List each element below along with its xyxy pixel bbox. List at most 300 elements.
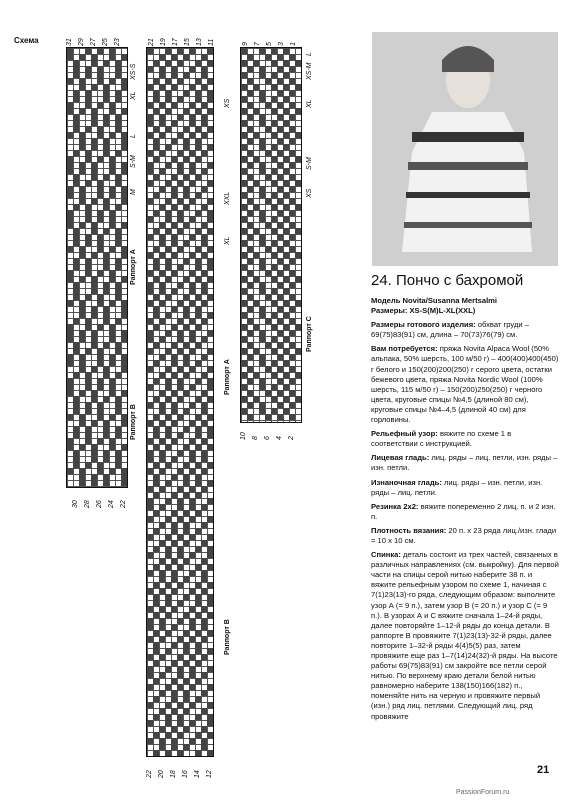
- chart-cell: [295, 276, 301, 282]
- chart-cell: [207, 246, 213, 252]
- chart-cell: [73, 264, 79, 270]
- chart-cell: [189, 66, 195, 72]
- chart-cell: [289, 402, 295, 408]
- chart-cell: [103, 456, 109, 462]
- chart-cell: [195, 360, 201, 366]
- chart-cell: [207, 48, 213, 54]
- paragraph-text: вяжите попеременно 2 лиц. п. и 2 изн. п.: [371, 501, 556, 521]
- chart-cell: [79, 108, 85, 114]
- chart-cell: [295, 348, 301, 354]
- product-photo: [372, 32, 558, 266]
- chart-cell: [195, 378, 201, 384]
- paragraph-text: 20 п. х 23 ряда лиц./изн. глади = 10 х 10 см.: [371, 525, 557, 545]
- chart-cell: [171, 270, 177, 276]
- chart-cell: [183, 408, 189, 414]
- chart-cell: [207, 630, 213, 636]
- chart-cell: [67, 246, 73, 252]
- chart-cell: [207, 582, 213, 588]
- chart-cell: [147, 384, 153, 390]
- chart-cell: [171, 474, 177, 480]
- size-marker: L: [306, 52, 313, 56]
- chart-cell: [147, 702, 153, 708]
- rapport-label: Раппорт В: [130, 404, 137, 440]
- chart-cell: [289, 114, 295, 120]
- chart-cell: [171, 252, 177, 258]
- chart-cell: [79, 54, 85, 60]
- chart-cell: [159, 150, 165, 156]
- chart-cell: [115, 150, 121, 156]
- chart-cell: [147, 348, 153, 354]
- col-number: 22: [120, 500, 127, 508]
- paragraph-text: лиц. ряды – изн. петли, изн. ряды – лиц. петли.: [371, 477, 543, 497]
- paragraph-label: Изнаночная гладь:: [371, 477, 442, 487]
- chart-cell: [177, 618, 183, 624]
- chart-cell: [171, 624, 177, 630]
- chart-cell: [165, 462, 171, 468]
- page-title: 24. Пончо с бахромой: [371, 272, 524, 289]
- chart-cell: [201, 336, 207, 342]
- col-number: 3: [278, 42, 285, 46]
- chart-cell: [79, 276, 85, 282]
- chart-cell: [121, 336, 127, 342]
- chart-cell: [171, 84, 177, 90]
- chart-cell: [153, 324, 159, 330]
- chart-cell: [201, 690, 207, 696]
- col-number: 30: [72, 500, 79, 508]
- chart-cell: [189, 516, 195, 522]
- chart-cell: [165, 144, 171, 150]
- chart-cell: [121, 480, 127, 486]
- chart-cell: [165, 612, 171, 618]
- chart-cell: [115, 96, 121, 102]
- col-number: 29: [78, 38, 85, 46]
- col-number: 6: [264, 436, 271, 440]
- chart-cell: [183, 258, 189, 264]
- chart-cell: [183, 576, 189, 582]
- chart-cell: [247, 402, 253, 408]
- chart-cell: [115, 204, 121, 210]
- paragraph-text: вяжите по схеме 1 в соответствии с инструкцией.: [371, 429, 512, 449]
- chart-cell: [207, 480, 213, 486]
- chart-cell: [103, 288, 109, 294]
- watermark: PassionForum.ru: [456, 789, 510, 796]
- chart-cell: [171, 438, 177, 444]
- chart-cell: [295, 300, 301, 306]
- chart-cell: [165, 666, 171, 672]
- chart-cell: [201, 486, 207, 492]
- size-marker: M: [130, 189, 137, 195]
- chart-cell: [183, 540, 189, 546]
- page-number: 21: [537, 764, 550, 776]
- chart-cell: [189, 348, 195, 354]
- chart-cell: [289, 186, 295, 192]
- paragraph-label: Размеры готового изделия:: [371, 320, 476, 330]
- chart-cell: [67, 300, 73, 306]
- col-number: 20: [158, 770, 165, 778]
- chart-cell: [207, 162, 213, 168]
- chart-cell: [159, 468, 165, 474]
- col-number: 19: [160, 38, 167, 46]
- chart-cell: [153, 714, 159, 720]
- col-number: 2: [288, 436, 295, 440]
- chart-cell: [189, 402, 195, 408]
- rapport-label: Раппорт В: [224, 619, 231, 655]
- chart-cell: [247, 138, 253, 144]
- chart-cell: [91, 366, 97, 372]
- chart-cell: [147, 234, 153, 240]
- chart-cell: [85, 126, 91, 132]
- chart-cell: [289, 330, 295, 336]
- chart-cell: [103, 396, 109, 402]
- size-marker: XS: [224, 98, 231, 108]
- chart-cell: [97, 48, 103, 54]
- chart-cell: [247, 306, 253, 312]
- chart-cell: [207, 78, 213, 84]
- chart-cell: [295, 108, 301, 114]
- chart-cell: [171, 420, 177, 426]
- chart-cell: [177, 264, 183, 270]
- chart-cell: [153, 378, 159, 384]
- col-number: 25: [102, 38, 109, 46]
- chart-cell: [153, 546, 159, 552]
- chart-cell: [67, 192, 73, 198]
- chart-cell: [171, 120, 177, 126]
- col-number: 15: [184, 38, 191, 46]
- chart-cell: [121, 444, 127, 450]
- chart-cell: [97, 216, 103, 222]
- size-marker: XL: [224, 236, 231, 245]
- chart-cell: [289, 138, 295, 144]
- chart-cell: [177, 450, 183, 456]
- chart-cell: [207, 144, 213, 150]
- chart-cell: [247, 282, 253, 288]
- chart-cell: [247, 258, 253, 264]
- chart-cell: [295, 252, 301, 258]
- chart-cell: [295, 180, 301, 186]
- chart-cell: [183, 726, 189, 732]
- rapport-label: Раппорт С: [306, 316, 313, 352]
- chart-cell: [189, 702, 195, 708]
- col-number: 14: [194, 770, 201, 778]
- chart-cell: [97, 270, 103, 276]
- rapport-label: Раппорт А: [224, 359, 231, 395]
- chart-cell: [97, 156, 103, 162]
- chart-cell: [207, 60, 213, 66]
- chart-cell: [165, 330, 171, 336]
- chart-cell: [207, 384, 213, 390]
- chart-cell: [121, 198, 127, 204]
- chart-cell: [195, 750, 201, 756]
- chart-cell: [207, 312, 213, 318]
- col-number: 22: [146, 770, 153, 778]
- chart-cell: [109, 246, 115, 252]
- chart-cell: [183, 594, 189, 600]
- chart-cell: [183, 222, 189, 228]
- schema-label: Схема: [14, 36, 39, 45]
- chart-cell: [165, 444, 171, 450]
- chart-cell: [165, 126, 171, 132]
- paragraph-label: Плотность вязания:: [371, 525, 447, 535]
- chart-cell: [201, 468, 207, 474]
- chart-cell: [171, 606, 177, 612]
- chart-cell: [247, 162, 253, 168]
- chart-cell: [91, 144, 97, 150]
- chart-cell: [97, 438, 103, 444]
- chart-cell: [109, 132, 115, 138]
- chart-cell: [289, 414, 295, 420]
- chart-cell: [207, 552, 213, 558]
- col-number: 27: [90, 38, 97, 46]
- chart-cell: [85, 294, 91, 300]
- chart-cell: [79, 444, 85, 450]
- chart-cell: [159, 522, 165, 528]
- chart-cell: [295, 372, 301, 378]
- chart-cell: [189, 180, 195, 186]
- chart-cell: [79, 336, 85, 342]
- chart-cell: [147, 552, 153, 558]
- chart-cell: [207, 198, 213, 204]
- chart-cell: [201, 132, 207, 138]
- chart-cell: [147, 66, 153, 72]
- model-line: Модель Novita/Susanna Mertsalmi: [371, 296, 498, 305]
- chart-cell: [147, 684, 153, 690]
- chart-cell: [207, 396, 213, 402]
- col-number: 10: [240, 432, 247, 440]
- col-number: 31: [66, 38, 73, 46]
- chart-cell: [73, 204, 79, 210]
- chart-cell: [147, 198, 153, 204]
- chart-cell: [67, 78, 73, 84]
- chart-cell: [91, 420, 97, 426]
- chart-cell: [165, 312, 171, 318]
- chart-cell: [73, 150, 79, 156]
- col-number: 28: [84, 500, 91, 508]
- chart-cell: [207, 684, 213, 690]
- chart-cell: [165, 162, 171, 168]
- chart-cell: [177, 246, 183, 252]
- chart-cell: [289, 66, 295, 72]
- chart-cell: [159, 486, 165, 492]
- chart-cell: [177, 396, 183, 402]
- chart-cell: [153, 678, 159, 684]
- col-number: 12: [206, 770, 213, 778]
- chart-cell: [183, 204, 189, 210]
- chart-cell: [153, 210, 159, 216]
- chart-cell: [195, 660, 201, 666]
- chart-cell: [201, 150, 207, 156]
- chart-cell: [91, 198, 97, 204]
- chart-cell: [183, 240, 189, 246]
- chart-cell: [189, 684, 195, 690]
- chart-cell: [165, 276, 171, 282]
- chart-cell: [195, 714, 201, 720]
- chart-cell: [195, 528, 201, 534]
- chart-cell: [207, 366, 213, 372]
- chart-cell: [79, 390, 85, 396]
- chart-cell: [207, 516, 213, 522]
- chart-cell: [207, 348, 213, 354]
- chart-cell: [103, 60, 109, 66]
- size-marker: XS-M: [306, 62, 313, 80]
- rapport-label: Раппорт А: [130, 249, 137, 285]
- chart-cell: [295, 228, 301, 234]
- chart-cell: [207, 612, 213, 618]
- paragraph-text: деталь состоит из трех частей, связанных в различных направлениях (см. выкройку). Для первой части на спицы серой нитью наберите 38 п. и вяжите рельефным узором по схеме 1, начиная с 7(1)23(13)-го ряда, следующим образом: выполните узор А (= 9 п.), затем узор В (= 20 п.) и узор С (= 9 п.). В узорах А и С вяжите сначала 1–24-й ряды, далее повторяйте 1–12-й ряды до конца детали. В раппорте В провяжите 7(1)23(13)-32-й ряды, далее повторите 1–32-й ряды 4(4)5(5) раз, затем провяжите еще раз 1–7(14)24(32)-й ряды. На высоте работы 69(75)83(91) см закройте все петли серой нитью. По верхнему краю детали белой нитью равномерно наберите 138(150)166(182) п., поменяйте нить на черную и провяжите первый (изн.) ряд лиц. петлями. Следующий лиц. ряд провяжите: [371, 550, 559, 721]
- chart-cell: [207, 648, 213, 654]
- chart-cell: [277, 414, 283, 420]
- chart-strip-middle: [146, 47, 214, 757]
- chart-cell: [67, 468, 73, 474]
- chart-cell: [183, 372, 189, 378]
- chart-cell: [171, 456, 177, 462]
- chart-cell: [247, 330, 253, 336]
- chart-cell: [289, 282, 295, 288]
- chart-cell: [295, 60, 301, 66]
- chart-cell: [295, 204, 301, 210]
- chart-cell: [195, 174, 201, 180]
- chart-cell: [207, 462, 213, 468]
- chart-cell: [247, 378, 253, 384]
- chart-cell: [207, 564, 213, 570]
- col-number: 13: [196, 38, 203, 46]
- chart-strip-left: [66, 47, 128, 488]
- col-number: 1: [290, 42, 297, 46]
- chart-cell: [85, 462, 91, 468]
- chart-cell: [153, 660, 159, 666]
- chart-cell: [189, 366, 195, 372]
- chart-cell: [73, 96, 79, 102]
- chart-cell: [177, 60, 183, 66]
- chart-cell: [207, 720, 213, 726]
- chart-cell: [121, 108, 127, 114]
- chart-cell: [121, 84, 127, 90]
- chart-cell: [189, 720, 195, 726]
- size-marker: S-M: [306, 157, 313, 170]
- chart-cell: [195, 492, 201, 498]
- chart-cell: [195, 510, 201, 516]
- chart-cell: [103, 228, 109, 234]
- chart-cell: [121, 252, 127, 258]
- chart-cell: [103, 480, 109, 486]
- chart-cell: [85, 72, 91, 78]
- size-marker: XL: [130, 91, 137, 100]
- chart-cell: [247, 114, 253, 120]
- chart-cell: [109, 468, 115, 474]
- chart-cell: [201, 522, 207, 528]
- chart-cell: [195, 342, 201, 348]
- chart-cell: [207, 216, 213, 222]
- chart-cell: [195, 210, 201, 216]
- chart-cell: [195, 696, 201, 702]
- chart-cell: [103, 174, 109, 180]
- size-marker: XXL: [224, 191, 231, 205]
- chart-cell: [73, 318, 79, 324]
- chart-cell: [177, 432, 183, 438]
- chart-cell: [165, 750, 171, 756]
- chart-cell: [183, 390, 189, 396]
- chart-cell: [201, 168, 207, 174]
- chart-cell: [91, 252, 97, 258]
- chart-cell: [177, 114, 183, 120]
- chart-cell: [159, 672, 165, 678]
- chart-cell: [153, 528, 159, 534]
- chart-cell: [183, 744, 189, 750]
- chart-cell: [109, 300, 115, 306]
- chart-cell: [121, 420, 127, 426]
- chart-cell: [121, 312, 127, 318]
- chart-cell: [97, 102, 103, 108]
- chart-cell: [109, 414, 115, 420]
- chart-cell: [159, 186, 165, 192]
- chart-cell: [171, 306, 177, 312]
- chart-cell: [67, 132, 73, 138]
- chart-cell: [147, 180, 153, 186]
- chart-cell: [207, 702, 213, 708]
- chart-cell: [165, 294, 171, 300]
- chart-cell: [201, 504, 207, 510]
- chart-cell: [153, 174, 159, 180]
- chart-cell: [183, 708, 189, 714]
- chart-cell: [85, 408, 91, 414]
- chart-cell: [183, 54, 189, 60]
- chart-cell: [165, 480, 171, 486]
- chart-cell: [177, 78, 183, 84]
- chart-cell: [103, 120, 109, 126]
- chart-cell: [295, 324, 301, 330]
- paragraph-label: Рельефный узор:: [371, 429, 438, 439]
- chart-cell: [195, 192, 201, 198]
- chart-cell: [153, 750, 159, 756]
- chart-cell: [189, 738, 195, 744]
- chart-cell: [177, 282, 183, 288]
- chart-cell: [177, 750, 183, 756]
- paragraph-text: обхват груди – 69(75)83(91) см, длина – 70(73)76(79) см.: [371, 320, 529, 340]
- chart-cell: [97, 384, 103, 390]
- chart-strip-right: [240, 47, 302, 423]
- chart-cell: [159, 690, 165, 696]
- chart-cell: [183, 426, 189, 432]
- paragraph-label: Лицевая гладь:: [371, 453, 430, 463]
- chart-cell: [121, 54, 127, 60]
- chart-cell: [159, 300, 165, 306]
- chart-cell: [147, 516, 153, 522]
- chart-cell: [85, 240, 91, 246]
- chart-cell: [159, 168, 165, 174]
- chart-cell: [195, 546, 201, 552]
- chart-cell: [207, 732, 213, 738]
- chart-cell: [115, 318, 121, 324]
- chart-cell: [177, 582, 183, 588]
- chart-cell: [207, 228, 213, 234]
- chart-cell: [207, 600, 213, 606]
- col-number: 4: [276, 436, 283, 440]
- chart-cell: [195, 678, 201, 684]
- chart-cell: [147, 738, 153, 744]
- chart-cell: [79, 480, 85, 486]
- chart-cell: [189, 570, 195, 576]
- chart-cell: [289, 258, 295, 264]
- chart-cell: [177, 414, 183, 420]
- chart-cell: [195, 324, 201, 330]
- chart-cell: [207, 126, 213, 132]
- chart-cell: [295, 84, 301, 90]
- chart-cell: [121, 144, 127, 150]
- chart-cell: [73, 372, 79, 378]
- chart-cell: [91, 84, 97, 90]
- chart-cell: [189, 48, 195, 54]
- chart-cell: [201, 636, 207, 642]
- size-marker: XL: [306, 99, 313, 108]
